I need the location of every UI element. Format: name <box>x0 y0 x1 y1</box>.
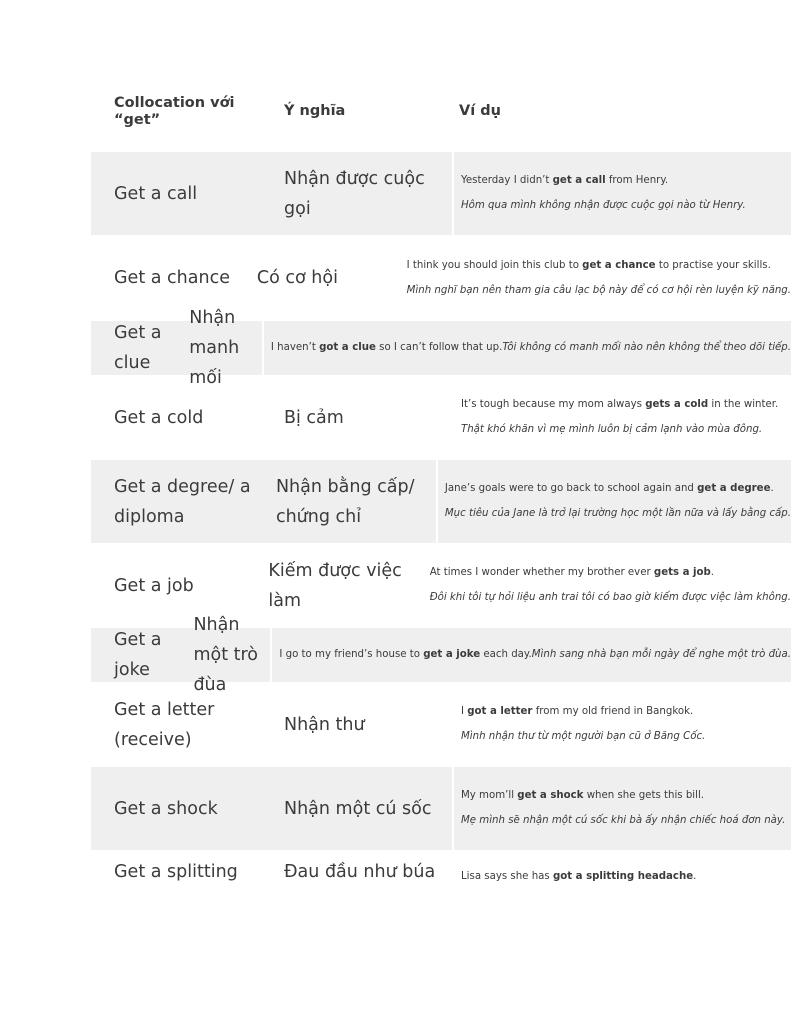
collocation-cell: Get a clue <box>91 321 186 375</box>
example-cell <box>454 152 791 235</box>
table-row <box>91 767 791 850</box>
example-vi: Mình nhận thư từ một người bạn cũ ở Băng Cốc. <box>461 731 706 742</box>
example-cell <box>454 376 791 459</box>
example-cell <box>454 851 791 884</box>
example-cell <box>272 628 791 682</box>
example-cell <box>454 683 791 766</box>
meaning-cell: Đau đầu như búa <box>284 862 436 882</box>
collocation-cell: Get a job <box>114 575 194 596</box>
example-vi: Thật khó khăn vì mẹ mình luôn bị cảm lạnh vào mùa đông. <box>461 424 763 435</box>
example-en: Yesterday I didn’t get a call from Henry. <box>461 175 669 186</box>
collocation-table <box>91 82 791 904</box>
example-vi: Hôm qua mình không nhận được cuộc gọi nào từ Henry. <box>461 200 746 211</box>
collocation-cell: Get a call <box>91 152 281 235</box>
collocation-cell: Get a shock <box>91 767 281 850</box>
example-vi: Mình sang nhà bạn mỗi ngày để nghe một trò đùa. <box>531 649 791 660</box>
example-cell <box>423 544 791 627</box>
table-row <box>91 683 791 766</box>
example-cell <box>454 767 791 850</box>
collocation-cell: Get a chance <box>114 268 230 288</box>
collocation-cell: Get a splitting <box>114 862 238 882</box>
header-example: Ví dụ <box>459 103 501 119</box>
collocation-cell: Get a joke <box>91 628 190 682</box>
example-vi: Đôi khi tôi tự hỏi liệu anh trai tôi có bao giờ kiếm được việc làm không. <box>429 592 791 603</box>
meaning-cell: Nhận manh mối <box>186 321 262 375</box>
meaning-cell: Kiếm được việc làm <box>268 560 402 611</box>
example-en: I haven’t got a clue so I can’t follow that up.Tôi không có manh mối nào nên không thể theo dõi tiếp. <box>270 342 791 353</box>
example-en: Lisa says she has got a splitting headache. <box>461 871 697 882</box>
example-vi: Tôi không có manh mối nào nên không thể theo dõi tiếp. <box>502 342 791 353</box>
meaning-cell: Bị cảm <box>284 407 344 428</box>
example-cell <box>438 460 791 543</box>
table-row <box>91 376 791 459</box>
meaning-cell: Nhận thư <box>284 714 365 735</box>
table-row <box>91 308 791 388</box>
header-meaning: Ý nghĩa <box>284 103 346 119</box>
header-collocation: Collocation với “get” <box>114 95 235 128</box>
example-en: My mom’ll get a shock when she gets this bill. <box>461 790 705 801</box>
table-row <box>91 152 791 235</box>
example-vi: Mẹ mình sẽ nhận một cú sốc khi bà ấy nhận chiếc hoá đơn này. <box>461 815 786 826</box>
example-en: At times I wonder whether my brother ever gets a job. <box>429 567 715 578</box>
example-en: I think you should join this club to get a chance to practise your skills. <box>406 259 771 271</box>
meaning-cell: Nhận được cuộc gọi <box>281 152 452 235</box>
example-vi: Mình nghĩ bạn nên tham gia câu lạc bộ này để có cơ hội rèn luyện kỹ năng. <box>406 284 791 296</box>
collocation-cell: Get a letter (receive) <box>114 699 215 750</box>
table-row <box>91 615 791 695</box>
example-en: I go to my friend’s house to get a joke each day.Mình sang nhà bạn mỗi ngày để nghe một trò đùa. <box>279 649 791 660</box>
table-row <box>91 851 791 903</box>
meaning-cell: Nhận một cú sốc <box>281 767 452 850</box>
table-row <box>91 460 791 543</box>
collocation-cell: Get a cold <box>114 407 204 428</box>
example-en: I got a letter from my old friend in Bangkok. <box>461 706 694 717</box>
table-header <box>91 82 791 152</box>
meaning-cell: Có cơ hội <box>256 268 338 288</box>
meaning-cell: Nhận một trò đùa <box>190 628 270 682</box>
example-vi: Mục tiêu của Jane là trở lại trường học một lần nữa và lấy bằng cấp. <box>444 508 791 519</box>
example-en: Jane’s goals were to go back to school again and get a degree. <box>444 483 774 494</box>
meaning-cell: Nhận bằng cấp/ chứng chỉ <box>273 460 436 543</box>
example-cell <box>400 236 791 320</box>
example-cell <box>264 321 791 375</box>
collocation-cell: Get a degree/ a diploma <box>91 460 273 543</box>
example-en: It’s tough because my mom always gets a cold in the winter. <box>461 399 779 410</box>
